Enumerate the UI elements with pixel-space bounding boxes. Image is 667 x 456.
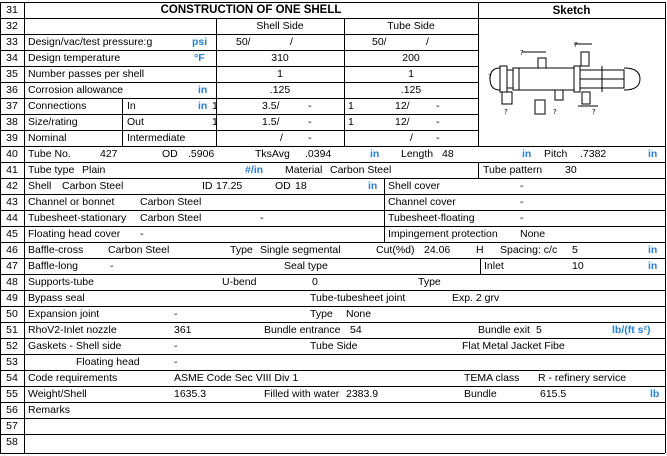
tube-material-label: Material [285,164,323,176]
row-number: 54 [6,372,18,384]
baffle-cross-material: Carbon Steel [108,244,170,256]
floating-head-value: - [174,356,178,368]
row-number: 52 [6,340,18,352]
shell-cover-value: - [520,180,524,192]
passes-label: Number passes per shell [28,68,145,80]
row-number: 55 [6,388,18,400]
tube-joint-value: Exp. 2 grv [452,292,500,304]
svg-text:?: ? [504,108,508,116]
heat-exchanger-sketch [482,22,662,142]
tube-passes: 1 [408,68,414,80]
weight-shell-label: Weight/Shell [28,388,87,400]
tubesheet-stationary-extra: - [260,212,264,224]
baffle-spacing-value: 5 [572,244,578,256]
support-type-label: Type [418,276,441,288]
row-number: 33 [6,36,18,48]
u-bend-value: 0 [312,276,318,288]
baffle-long-value: - [110,260,114,272]
grid-line [0,258,665,259]
shell-in-size: 3.5/ [262,100,280,112]
row-number: 56 [6,404,18,416]
floating-head-label: Floating head [76,356,140,368]
tubesheet-stationary-material: Carbon Steel [140,212,202,224]
shell-material: Carbon Steel [62,180,124,192]
baffle-inlet-unit: in [648,260,658,272]
tube-od-unit: in [370,148,380,160]
shell-pressure: 50/ [236,36,251,48]
baffle-inlet-value: 10 [572,260,584,272]
tube-od-label: OD [162,148,178,160]
row-number: 58 [6,436,18,448]
impingement-label: Impingement protection [388,228,498,240]
floating-head-cover-label: Floating head cover [28,228,121,240]
gaskets-tube-value: Flat Metal Jacket Fibe [462,340,565,352]
bundle-exit-label: Bundle exit [478,324,530,336]
channel-material: Carbon Steel [140,196,202,208]
code-requirements-value: ASME Code Sec VIII Div 1 [174,372,299,384]
row-number: 36 [6,84,18,96]
tube-od-value: .5906 [188,148,215,160]
channel-cover-value: - [520,196,524,208]
baffle-inlet-label: Inlet [484,260,504,272]
pressure-unit: psi [192,36,208,48]
baffle-cut-value: 24.06 [424,244,451,256]
tube-out-count: 1 [348,116,354,128]
sketch-title: Sketch [552,5,591,17]
row-number: 31 [6,4,18,16]
gaskets-shell-label: Gaskets - Shell side [28,340,122,352]
baffle-cross-label: Baffle-cross [28,244,84,256]
grid-line [478,162,479,178]
row-number: 57 [6,420,18,432]
remarks-label: Remarks [28,404,71,416]
design-temperature-label: Design temperature [28,52,121,64]
code-requirements-label: Code requirements [28,372,118,384]
rhov2-inlet-value: 361 [174,324,192,336]
shell-intermediate-size: / [280,132,283,144]
channel-cover-label: Channel cover [388,196,456,208]
filled-water-value: 2383.9 [346,388,379,400]
grid-line [0,130,478,131]
shell-id-label: ID [202,180,213,192]
row-number: 39 [6,132,18,144]
baffle-spacing-unit: in [648,244,658,256]
grid-line [122,98,123,146]
channel-label: Channel or bonnet [28,196,115,208]
baffle-cut-direction: H [476,244,484,256]
gaskets-tube-label: Tube Side [310,340,358,352]
shell-intermediate-rating: - [308,132,312,144]
temperature-unit: °F [194,52,205,64]
bundle-weight-label: Bundle [464,388,497,400]
grid-line [0,453,665,454]
tema-class-label: TEMA class [464,372,520,384]
svg-text:?: ? [520,49,524,57]
shell-out-count: 1 [212,116,218,128]
bundle-weight-value: 615.5 [540,388,567,400]
baffle-cut-label: Cut(%d) [376,244,415,256]
row-number: 35 [6,68,18,80]
shell-in-count: 1 [212,100,218,112]
tube-intermediate-rating: - [436,132,440,144]
grid-line [0,418,665,419]
grid-line [480,258,481,274]
tube-length-unit: in [522,148,532,160]
row-number: 38 [6,116,18,128]
shell-corrosion: .125 [269,84,291,96]
baffle-long-label: Baffle-long [28,260,79,272]
tubesheet-floating-label: Tubesheet-floating [388,212,475,224]
row-number: 42 [6,180,18,192]
corrosion-unit: in [198,84,208,96]
row-number: 32 [6,20,18,32]
tube-no-value: 427 [100,148,118,160]
filled-water-label: Filled with water [264,388,340,400]
shell-passes: 1 [277,68,283,80]
expansion-joint-label: Expansion joint [28,308,100,320]
tube-out-size: 12/ [395,116,410,128]
connection-unit: in [198,100,208,112]
grid-line [384,178,385,242]
shell-cover-label: Shell cover [388,180,440,192]
tube-pitch-value: .7382 [580,148,607,160]
tube-pattern-label: Tube pattern [483,164,543,176]
shell-dim-unit: in [368,180,378,192]
tube-corrosion: .125 [400,84,422,96]
row-number: 47 [6,260,18,272]
intermediate-label: Intermediate [127,132,186,144]
shell-temperature: 310 [271,52,289,64]
expansion-type-value: None [346,308,372,320]
row-number: 44 [6,212,18,224]
design-pressure-label: Design/vac/test pressure:g [28,36,153,48]
tube-length-value: 48 [442,148,454,160]
grid-line [478,2,479,146]
rhov2-inlet-label: RhoV2-Inlet nozzle [28,324,117,336]
shell-label: Shell [28,180,52,192]
impingement-value: None [520,228,546,240]
tube-joint-label: Tube-tubesheet joint [310,292,406,304]
floating-head-cover-value: - [140,228,144,240]
tube-thickness-value: .0394 [305,148,332,160]
svg-text:?: ? [592,108,596,116]
tube-temperature: 200 [402,52,420,64]
tube-in-rating: - [436,100,440,112]
expansion-type-label: Type [310,308,333,320]
gaskets-shell-value: - [174,340,178,352]
grid-line [0,434,665,435]
tube-in-size: 12/ [395,100,410,112]
bundle-entrance-label: Bundle entrance [264,324,341,336]
tube-pressure-test: / [426,36,429,48]
row-number: 41 [6,164,18,176]
weight-shell-value: 1635.3 [174,388,207,400]
tubesheet-floating-value: - [520,212,524,224]
tube-no-label: Tube No. [28,148,71,160]
bundle-entrance-value: 54 [350,324,362,336]
row-number: 46 [6,244,18,256]
row-number: 48 [6,276,18,288]
row-number: 49 [6,292,18,304]
baffle-type-value: Single segmental [260,244,341,256]
tube-pattern-value: 30 [565,164,577,176]
shell-out-rating: - [308,116,312,128]
size-rating-label: Size/rating [28,116,78,128]
tube-length-label: Length [401,148,434,160]
row-number: 53 [6,356,18,368]
svg-text:?: ? [488,73,492,81]
tube-type-value: Plain [82,164,106,176]
tube-side-header: Tube Side [387,20,435,32]
row-number: 45 [6,228,18,240]
seal-type-label: Seal type [284,260,328,272]
tube-material-value: Carbon Steel [330,164,392,176]
connections-label: Connections [28,100,87,112]
tube-thickness-label: TksAvg [255,148,290,160]
expansion-joint-value: - [174,308,178,320]
nominal-label: Nominal [28,132,67,144]
weight-unit: lb [650,388,660,400]
tubesheet-stationary-label: Tubesheet-stationary [28,212,127,224]
row-number: 50 [6,308,18,320]
connection-out-label: Out [127,116,144,128]
tube-out-rating: - [436,116,440,128]
tube-pitch-label: Pitch [544,148,568,160]
svg-text:?: ? [574,41,578,49]
bypass-seal-label: Bypass seal [28,292,85,304]
shell-in-rating: - [308,100,312,112]
fin-density-unit: #/in [245,164,264,176]
shell-side-header: Shell Side [256,20,304,32]
tube-pitch-unit: in [648,148,658,160]
tube-intermediate-size: / [410,132,413,144]
row-number: 40 [6,148,18,160]
shell-out-size: 1.5/ [262,116,280,128]
sketch-panel [482,22,662,142]
row-number: 37 [6,100,18,112]
bundle-exit-value: 5 [536,324,542,336]
shell-pressure-test: / [290,36,293,48]
baffle-type-label: Type [230,244,253,256]
supports-tube-label: Supports-tube [28,276,94,288]
svg-text:?: ? [553,108,557,116]
grid-line [665,2,666,453]
rhov2-unit: lb/(ft s²) [612,324,651,336]
grid-line [0,402,665,403]
tube-in-count: 1 [348,100,354,112]
row-number: 51 [6,324,18,336]
corrosion-label: Corrosion allowance [28,84,124,96]
baffle-spacing-label: Spacing: c/c [500,244,558,256]
section-title: CONSTRUCTION OF ONE SHELL [160,4,342,16]
row-number: 43 [6,196,18,208]
grid-line [0,274,665,275]
row-number: 34 [6,52,18,64]
tube-pressure: 50/ [372,36,387,48]
tema-class-value: R - refinery service [538,372,627,384]
shell-id-value: 17.25 [216,180,243,192]
shell-od-value: 18 [295,180,307,192]
shell-od-label: OD [275,180,291,192]
tube-type-label: Tube type [28,164,75,176]
connection-in-label: In [127,100,136,112]
u-bend-label: U-bend [222,276,257,288]
